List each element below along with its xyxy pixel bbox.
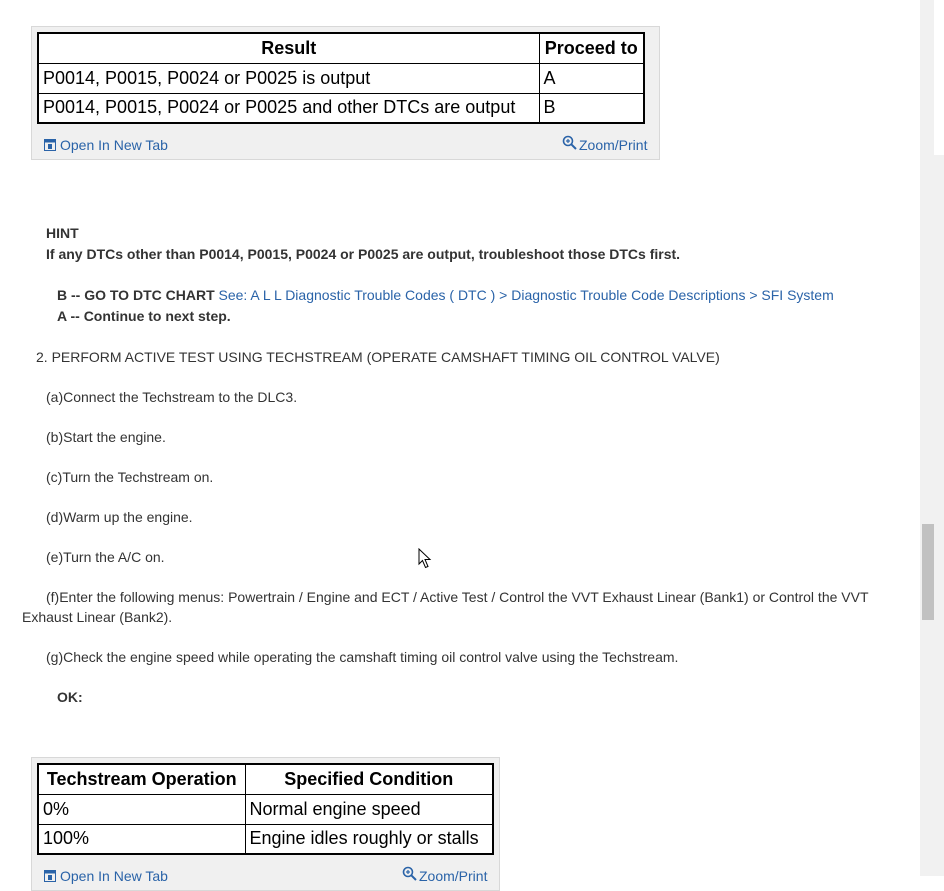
column-header-techstream-operation: Techstream Operation: [38, 764, 245, 794]
open-new-tab-icon: [44, 870, 56, 882]
open-new-tab-icon: [44, 139, 56, 151]
scrollbar-thumb[interactable]: [922, 524, 934, 620]
table-row: [38, 824, 493, 854]
zoom-print-label: Zoom/Print: [579, 137, 648, 153]
mouse-pointer-icon: [418, 548, 432, 570]
column-header-result: Result: [38, 33, 539, 63]
dtc-chart-link[interactable]: See: A L L Diagnostic Trouble Codes ( DTC ) > Diagnostic Trouble Code Descriptions > SFI System: [218, 287, 834, 303]
table-header-row: [38, 764, 493, 794]
step-2-heading: 2. PERFORM ACTIVE TEST USING TECHSTREAM (OPERATE CAMSHAFT TIMING OIL CONTROL VALVE): [36, 349, 720, 365]
step-2f-line2: Exhaust Linear (Bank2).: [22, 609, 173, 625]
table-cell: 100%: [38, 824, 245, 854]
zoom-print-link[interactable]: [562, 135, 647, 153]
step-2a: (a)Connect the Techstream to the DLC3.: [46, 389, 298, 405]
zoom-print-link[interactable]: [402, 866, 487, 884]
result-table: [37, 32, 645, 124]
ok-label: OK:: [57, 689, 83, 705]
table-header-row: [38, 33, 644, 63]
table-row: [38, 93, 644, 123]
table-cell: P0014, P0015, P0024 or P0025 is output: [38, 63, 539, 93]
table-cell: P0014, P0015, P0024 or P0025 and other DTCs are output: [38, 93, 539, 123]
specified-condition-table: [37, 763, 494, 855]
step-2c: (c)Turn the Techstream on.: [46, 469, 214, 485]
step-2f-line1: (f)Enter the following menus: Powertrain / Engine and ECT / Active Test / Control the VVT Exhaust Linear (Bank1) or Control the VVT: [46, 589, 869, 605]
magnifier-icon: [402, 866, 417, 881]
result-table-figure: [31, 26, 660, 160]
open-in-new-tab-link[interactable]: [44, 868, 168, 884]
table-row: [38, 63, 644, 93]
specified-condition-figure: [31, 757, 500, 891]
step-2e: (e)Turn the A/C on.: [46, 549, 165, 565]
branch-a-label: A -- Continue to next step.: [57, 308, 231, 324]
table-cell: B: [539, 93, 644, 123]
magnifier-icon: [562, 135, 577, 150]
step-2g: (g)Check the engine speed while operating the camshaft timing oil control valve using the Techstream.: [46, 649, 679, 665]
step-2d: (d)Warm up the engine.: [46, 509, 193, 525]
column-header-specified-condition: Specified Condition: [245, 764, 493, 794]
table-cell: Engine idles roughly or stalls: [245, 824, 493, 854]
table-row: [38, 794, 493, 824]
branch-b: [57, 287, 834, 303]
hint-title: HINT: [46, 225, 79, 241]
open-in-new-tab-link[interactable]: [44, 137, 168, 153]
scrollbar-track-top: [934, 0, 944, 155]
step-2b: (b)Start the engine.: [46, 429, 166, 445]
hint-text: If any DTCs other than P0014, P0015, P0024 or P0025 are output, troubleshoot those DTCs first.: [46, 246, 681, 262]
column-header-proceed-to: Proceed to: [539, 33, 644, 63]
branch-b-label: B -- GO TO DTC CHART: [57, 287, 215, 303]
table-cell: A: [539, 63, 644, 93]
table-cell: Normal engine speed: [245, 794, 493, 824]
open-in-new-tab-label: Open In New Tab: [60, 868, 168, 884]
table-cell: 0%: [38, 794, 245, 824]
open-in-new-tab-label: Open In New Tab: [60, 137, 168, 153]
vertical-scrollbar[interactable]: [920, 0, 944, 876]
zoom-print-label: Zoom/Print: [419, 868, 488, 884]
